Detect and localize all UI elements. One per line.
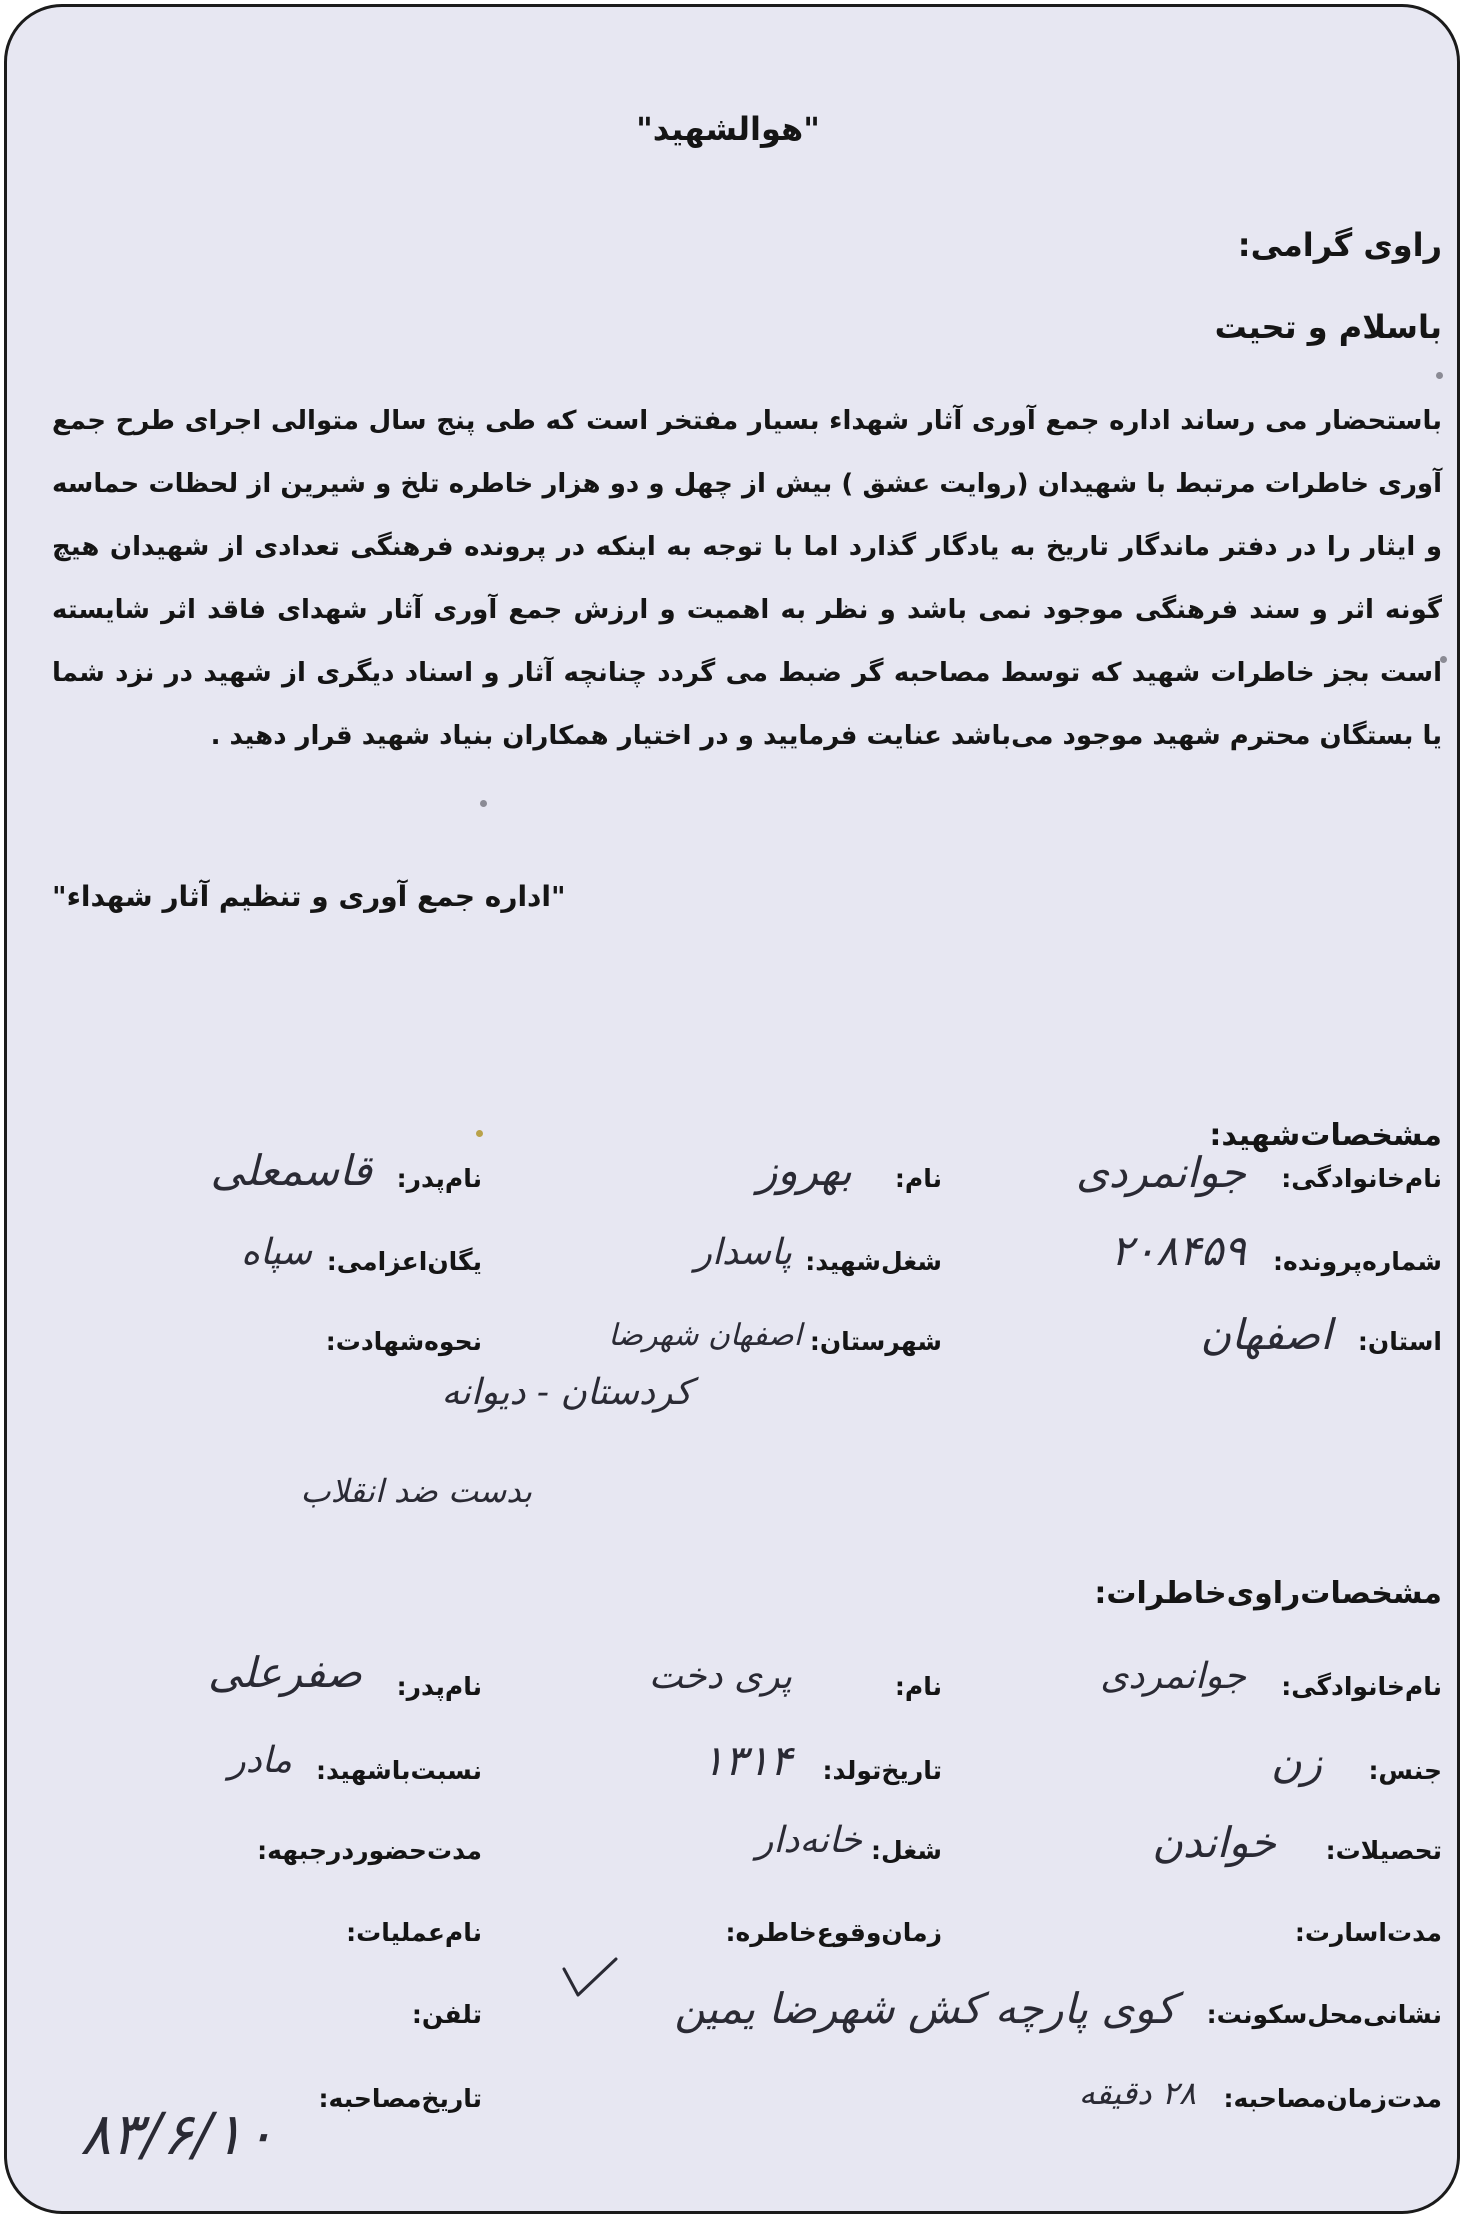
- narrator-education-value: خواندن: [1152, 1818, 1276, 1867]
- narrator-relation-value: مادر: [228, 1740, 292, 1781]
- narrator-captivity-label: مدت‌اسارت:: [1294, 1918, 1442, 1947]
- narrator-education-label: تحصیلات:: [1325, 1836, 1442, 1865]
- narrator-front-label: مدت‌حضوردرجبهه:: [257, 1836, 482, 1865]
- page-title: "هوالشهید": [636, 110, 820, 148]
- martyr-father-value: قاسمعلی: [210, 1146, 372, 1195]
- narrator-father-label: نام‌پدر:: [396, 1672, 482, 1701]
- martyr-last-name-label: نام‌خانوادگی:: [1281, 1164, 1442, 1193]
- narrator-gender-value: زن: [1270, 1738, 1322, 1787]
- martyr-file-no-label: شماره‌پرونده:: [1273, 1247, 1442, 1276]
- martyr-martyrdom-value-line1: کردستان - دیوانه: [441, 1372, 692, 1413]
- narrator-father-value: صفرعلی: [207, 1648, 362, 1697]
- martyr-first-name-value: بهروز: [757, 1146, 852, 1195]
- narrator-address-label: نشانی‌محل‌سکونت:: [1206, 2000, 1442, 2029]
- martyr-martyrdom-label: نحوه‌شهادت:: [325, 1327, 482, 1356]
- martyr-city-label: شهرستان:: [809, 1327, 942, 1356]
- narrator-interview-date-label: تاریخ‌مصاحبه:: [318, 2084, 482, 2113]
- martyr-city-value: اصفهان شهرضا: [608, 1318, 802, 1353]
- narrator-gender-label: جنس:: [1368, 1756, 1442, 1785]
- narrator-first-name-value: پری دخت: [648, 1656, 792, 1697]
- scan-speck: [480, 800, 487, 807]
- narrator-duration-value: ۲۸ دقیقه: [1078, 2074, 1196, 2112]
- martyr-first-name-label: نام:: [894, 1164, 942, 1193]
- narrator-first-name-label: نام:: [894, 1672, 942, 1701]
- check-mark-icon: [560, 1955, 620, 2015]
- martyr-job-value: پاسدار: [694, 1232, 792, 1273]
- narrator-phone-label: تلفن:: [411, 2000, 482, 2029]
- narrator-occupation-label: شغل:: [870, 1836, 942, 1865]
- martyr-job-label: شغل‌شهید:: [805, 1247, 942, 1276]
- martyr-file-no-value: ۲۰۸۴۵۹: [1110, 1226, 1246, 1275]
- letter-signature: "اداره جمع آوری و تنظیم آثار شهداء": [52, 880, 566, 913]
- narrator-occupation-value: خانه‌دار: [756, 1820, 862, 1861]
- martyr-last-name-value: جوانمردی: [1075, 1148, 1246, 1197]
- narrator-memory-time-label: زمان‌وقوع‌خاطره:: [725, 1918, 942, 1947]
- narrator-section-title: مشخصات‌راوی‌خاطرات:: [1094, 1576, 1442, 1611]
- greeting: راوی گرامی:: [1237, 226, 1442, 264]
- martyr-unit-label: یگان‌اعزامی:: [326, 1247, 482, 1276]
- narrator-last-name-value: جوانمردی: [1100, 1656, 1246, 1697]
- narrator-birth-value: ۱۳۱۴: [701, 1736, 792, 1785]
- salutation: باسلام و تحیت: [1214, 308, 1442, 346]
- martyr-father-label: نام‌پدر:: [396, 1164, 482, 1193]
- martyr-section-title: مشخصات‌شهید:: [1209, 1118, 1442, 1153]
- martyr-province-label: استان:: [1357, 1327, 1442, 1356]
- narrator-interview-date-value: ۸۳/۶/۱۰: [80, 2100, 275, 2168]
- letter-body: باستحضار می رساند اداره جمع آوری آثار شهداء بسیار مفتخر است که طی پنج سال متوالی اجرای طرح جمع آوری خاطرات مرتبط با شهیدان (روایت عشق ) بیش از چهل و دو هزار خاطره تلخ و شیرین از لحظات حماسه و ایثار را در دفتر ماندگار تاریخ به یادگار گذارد اما با توجه به اینکه در پرونده فرهنگی تعدادی از شهیدان هیچ گونه اثر و سند فرهنگی موجود نمی باشد و نظر به اهمیت و ارزش جمع آوری آثار شهدای فاقد اثر شایسته است بجز خاطرات شهید که توسط مصاحبه گر ضبط می گردد چنانچه آثار و اسناد دیگری از شهید در نزد شما یا بستگان محترم شهید موجود می‌باشد عنایت فرمایید و در اختیار همکاران بنیاد شهید قرار دهید .: [52, 406, 1442, 751]
- martyr-martyrdom-value-line2: بدست ضد انقلاب: [300, 1472, 532, 1510]
- narrator-operation-label: نام‌عملیات:: [346, 1918, 482, 1947]
- narrator-last-name-label: نام‌خانوادگی:: [1281, 1672, 1442, 1701]
- narrator-duration-label: مدت‌زمان‌مصاحبه:: [1223, 2084, 1442, 2113]
- scan-speck: [476, 1130, 483, 1137]
- martyr-province-value: اصفهان: [1200, 1310, 1332, 1359]
- narrator-birth-label: تاریخ‌تولد:: [822, 1756, 942, 1785]
- martyr-unit-value: سپاه: [241, 1232, 312, 1273]
- scan-speck: [1436, 372, 1443, 379]
- narrator-address-value: کوی پارچه کش شهرضا یمین: [674, 1984, 1176, 2033]
- narrator-relation-label: نسبت‌باشهید:: [315, 1756, 482, 1785]
